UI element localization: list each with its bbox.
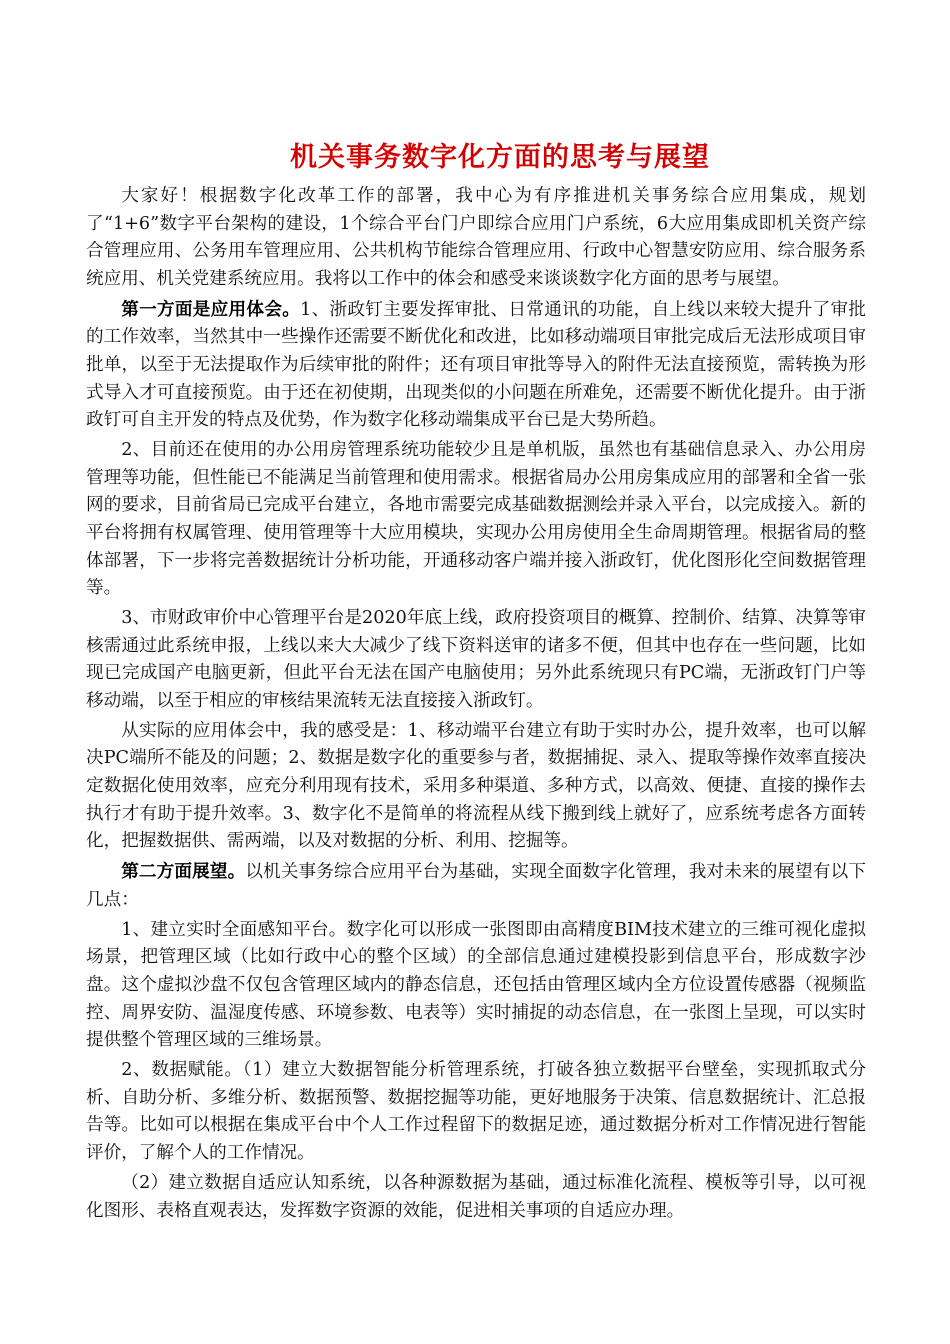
paragraph-text: （2）建立数据自适应认知系统，以各种源数据为基础，通过标准化流程、模板等引导，以可视化图形、表格直观表达，发挥数字资源的效能，促进相关事项的自适应办理。 (86, 1172, 866, 1221)
document-title: 机关事务数字化方面的思考与展望 (290, 142, 710, 173)
document-body (86, 183, 866, 1225)
paragraph-reflections (86, 718, 866, 856)
section-2-heading: 第二方面展望。 (121, 861, 246, 883)
paragraph-adaptive-system (86, 1170, 866, 1225)
paragraph-text: 3、市财政审价中心管理平台是2020年底上线，政府投资项目的概算、控制价、结算、决算等审核需通过此系统申报，上线以来大大减少了线下资料送审的诸多不便，但其中也存在一些问题，比如现已完成国产电脑更新，但此平台无法在国产电脑使用；另外此系统现只有PC端，无浙政钉门户等移动端，以至于相应的审核结果流转无法直接接入浙政钉。 (86, 608, 866, 711)
paragraph-intro (86, 183, 866, 293)
paragraph-text: 1、浙政钉主要发挥审批、日常通讯的功能，自上线以来较大提升了审批的工作效率，当然其中一些操作还需要不断优化和改进，比如移动端项目审批完成后无法形成项目审批单，以至于无法提取作为后续审批的附件；还有项目审批等导入的附件无法直接预览，需转换为形式导入才可直接预览。由于还在初使期，出现类似的小问题在所难免，还需要不断优化提升。由于浙政钉可自主开发的特点及优势，作为数字化移动端集成平台已是大势所趋。 (86, 299, 866, 431)
paragraph-text: 2、目前还在使用的办公用房管理系统功能较少且是单机版，虽然也有基础信息录入、办公用房管理等功能，但性能已不能满足当前管理和使用需求。根据省局办公用房集成应用的部署和全省一张网的要求，目前省局已完成平台建立，各地市需要完成基础数据测绘并录入平台，以完成接入。新的平台将拥有权属管理、使用管理等十大应用模块，实现办公用房使用全生命周期管理。根据省局的整体部署，下一步将完善数据统计分析功能，开通移动客户端并接入浙政钉，优化图形化空间数据管理等。 (86, 440, 866, 599)
paragraph-text: 大家好！根据数字化改革工作的部署，我中心为有序推进机关事务综合应用集成，规划了“1+6”数字平台架构的建设，1个综合平台门户即综合应用门户系统，6大应用集成即机关资产综合管理应用、公务用车管理应用、公共机构节能综合管理应用、行政中心智慧安防应用、综合服务系统应用、机关党建系统应用。我将以工作中的体会和感受来谈谈数字化方面的思考与展望。 (86, 186, 866, 289)
paragraph-text: 以机关事务综合应用平台为基础，实现全面数字化管理，我对未来的展望有以下几点： (86, 862, 866, 910)
paragraph-section-2 (86, 858, 866, 914)
paragraph-data-empowerment (86, 1057, 866, 1167)
section-1-heading: 第一方面是应用体会。 (121, 298, 301, 320)
paragraph-text: 2、数据赋能。（1）建立大数据智能分析管理系统，打破各独立数据平台壁垒，实现抓取式分析、自助分析、多维分析、数据预警、数据挖掘等功能，更好地服务于决策、信息数据统计、汇总报告等。比如可以根据在集成平台中个人工作过程留下的数据足迹，通过数据分析对工作情况进行智能评价，了解个人的工作情况。 (86, 1060, 866, 1163)
paragraph-perception-platform (86, 917, 866, 1055)
paragraph-office-system (86, 437, 866, 603)
paragraph-text: 1、建立实时全面感知平台。数字化可以形成一张图即由高精度BIM技术建立的三维可视化虚拟场景，把管理区域（比如行政中心的整个区域）的全部信息通过建模投影到信息平台，形成数字沙盘。这个虚拟沙盘不仅包含管理区域内的静态信息，还包括由管理区域内全方位设置传感器（视频监控、周界安防、温湿度传感、环境参数、电表等）实时捕捉的动态信息，在一张图上呈现，可以实时提供整个管理区域的三维场景。 (86, 919, 866, 1051)
paragraph-audit-platform (86, 605, 866, 715)
paragraph-text: 从实际的应用体会中，我的感受是：1、移动端平台建立有助于实时办公，提升效率，也可以解决PC端所不能及的问题；2、数据是数字化的重要参与者，数据捕捉、录入、提取等操作效率直接决定数据化使用效率，应充分利用现有技术，采用多种渠道、多种方式，以高效、便捷、直接的操作去执行才有助于提升效率。3、数字化不是简单的将流程从线下搬到线上就好了，应系统考虑各方面转化，把握数据供、需两端，以及对数据的分析、利用、挖掘等。 (86, 720, 866, 852)
paragraph-section-1 (86, 296, 866, 435)
